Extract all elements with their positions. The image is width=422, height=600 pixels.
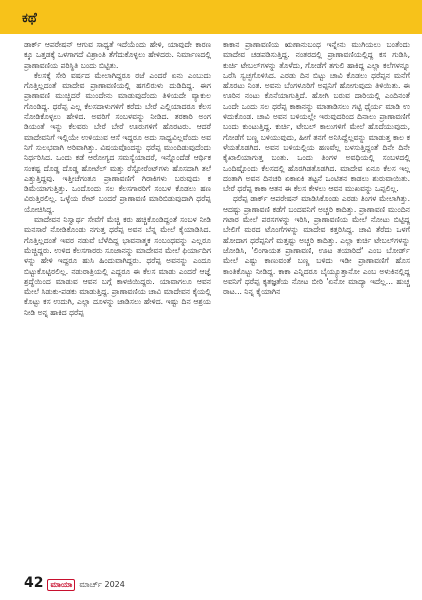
right-column [223,40,410,570]
article-body [24,40,410,570]
paragraph: ಡಾರ್ಕ್ ಆಪರೇಷನ್ ಆಗುವ ಸಾಧ್ಯತೆ ಇದೆಯೆಂದು ಹೇಳಿ, ಯಾವುದೇ ಕಾರಣಕ್ಕೂ ಒತ್ತಡಕ್ಕೆ ಒಳಗಾಗದೆ ವಿಶ್ರಾಂತಿ ತೆಗೆದುಕೊಳ್ಳಲು ಹೇಳಿದರು. ನಿರ್ಮಾಣದಲ್ಲಿ ಪ್ರಾಣಾವಣಿಯ ಪರಿಸ್ಥಿತಿ ಬಂದು ಬಿಟ್ಟಿತು. [24,40,211,70]
paragraph: ಧರೆಪ್ಪ ಡಾರ್ಕ್ ಆಪರೇಷನ್ ಮಾಡಿಸಿಕೊಂಡು ಎರಡು ತಿಂಗಳ ಮೇಲಾಗಿತ್ತು. ಆದಷ್ಟು ಪ್ರಾಣಾವಣಿ ಕಡೆಗೆ ಬಂದವನಿಗೆ ಅಚ್ಚರಿ ಕಾದಿತ್ತು. ಪ್ರಾಣಾವಣಿ ಮುಂದಿನ ಗಟಾರ ಮೇಲೆ ಪರಸಗಳನ್ನು ಇರಿಸಿ, ಪ್ರಾಣಾವಣಿಯ ಮೇಲೆ ನೋಟು ಬಿಟ್ಟಿದ್ದ ಬೇಲಿಗೆ ಮರದ ಟೊಂಗೆಗಳನ್ನು ಮಾದೇವ ಕತ್ತರಿಸಿದ್ದ. ಚಾವಿ ತೆರೆದು ಒಳಗೆ ಹೋದಾಗ ಧರೆಪ್ಪನಿಗೆ ಮತ್ತಷ್ಟು ಅಚ್ಚರಿ ಕಾದಿತ್ತು. ಎಲ್ಲಾ ಕುರ್ಚಿ ಟೇಬಲ್‌ಗಳನ್ನು ಜೋಡಿಸಿ, 'ಲಿಂಗಾಯತ ಪ್ರಾಣಾವಣಿ, ಊಟ ತಯಾರಿದೆ' ಎಂಬ ಬೋರ್ಡ್ ಮೇಲೆ ಎಷ್ಟು ಕಾಣುವಂತೆ ಬಣ್ಣ ಬಳಿದು ಇಡೀ ಪ್ರಾಣಾವಣಿಗೆ ಹೊಸ ಕಾಂತಿಕೊಟ್ಟು ನೀಡಿದ್ದ. ಕಾಕಾ ಎನ್ನಿದರೂ ಬೈಯ್ಯೂತ್ತಾನೋ ಎಂಬ ಅಳುಕಿನಲ್ಲಿದ್ದ ಅವನಿಗೆ ಧರೆಪ್ಪ ಕೃತಜ್ಞತೆಯ ನೋಟ ಬೀರಿ 'ಏನೋ ಮಾದ್ಯಾ ಇದೆಲ್ಲ... ಹುಚ್ಚರಾಟ... ನಿನ್ನ ಕೈಯಾಗಿನ [223,194,410,297]
paragraph: ಕೆಲಸಕ್ಕೆ ಸೇರಿ ವರ್ಷದ ಮೇಲಾಗಿದ್ದರೂ ರಜೆ ಎಂದರೆ ಏನು ಎಂಬುದು ಗೊತ್ತಿಲ್ಲದಂತೆ ಮಾದೇವ ಪ್ರಾಣಾವಣಿಯಲ್ಲಿ ಹಗಲಿರುಳು ದುಡಿದಿದ್ದ. ಈಗ ಪ್ರಾಣಾವಣಿ ಮುಚ್ಚಿದರೆ ಮುಂದೇನು ಮಾಡುವುದೆಂದು ತಿಳಿಯದೇ ವ್ಯಾಕುಲಗೊಂಡಿದ್ದ. ಧರೆಪ್ಪ ಎಲ್ಲ ಕೆಲಸದಾಳುಗಳಿಗೆ ಕರೆದು ಬೇರೆ ಎಲ್ಲಿಯಾದರೂ ಕೆಲಸ ನೋಡಿಕೊಳ್ಳಲು ಹೇಳಿದ. ಅವರಿಗೆ ಸಂಬಳವನ್ನು ನೀಡಿದ. ತರಕಾರಿ ಅಂಗಡಿಯಂತೆ ಇನ್ನು ಕೆಲವರು ಬೇರೆ ಬೇರೆ ಊರುಗಳಿಗೆ ಹೊರಟರು. ಆದರೆ ಮಾದೇವನಿಗೆ ಇಲ್ಲಿಯೇ ಉಳಿಯುವ ಆಸೆ ಇದ್ದರೂ ಅದು ಸಾಧ್ಯವಿಲ್ಲವೆಂದು ಅವನಿಗೆ ಸುಲಭವಾಗಿ ಅರಿವಾಗಿತ್ತು. ವಿಷಯವೊಂದನ್ನು ಧರೆಪ್ಪ ಮುಂದಿಡುವುದೆಂದು ನಿರ್ಧರಿಸಿದ. ಒಂದು ಕಡೆ ಆರೋಗ್ಯದ ಸಮಸ್ಯೆಯಾದರೆ, ಇನ್ನೊಂದೆಡೆ ಆರ್ಥಿಕ ಸಂಕಷ್ಟ ದೊಡ್ಡ ದೊಡ್ಡ ಹೋಟೆಲ್ ಮತ್ತು ರೆಸ್ಟೋರೆಂಟ್‌ಗಳು ಹೊಸದಾಗಿ ತಲೆ ಎತ್ತುತ್ತಿದ್ದವು. ಇತ್ತೀಚೆಗಂತೂ ಪ್ರಾಣಾವಣಿಗೆ ಗಿರಾಕಿಗಳು ಬರುವುದು ಕಡಿಮೆಯಾಗುತ್ತಿತ್ತು. ಒಂದೊಂದು ಸಲ ಕೆಲಸಗಾರರಿಗೆ ಸಂಬಳ ಕೊಡಲು ಹಣವಿರುತ್ತಿರಲಿಲ್ಲ. ಒಳ್ಳೆಯ ರೇಟ್ ಬಂದರೆ ಪ್ರಾಣಾವಣಿ ಮಾರಿಬಿಡುವುದಾಗಿ ಧರೆಪ್ಪ ಯೋಚಿಸಿದ್ದ. [24,70,211,214]
section-header-bar [0,0,422,34]
magazine-logo: ಮಾಯಾ [47,579,75,591]
page-footer [24,575,125,593]
issue-date: ಮಾರ್ಚ್ 2024 [79,580,125,589]
paragraph: ಮಾದೇವನ ನಿಸ್ವಾರ್ಥ ಸೇವೆಗೆ ಮೆಚ್ಚಿ ಕರು ಹಚ್ಚಿಕೊಂಡಿದ್ದಂತೆ ಸಂಬಳ ನೀಡಿ ಮನಸಾರೆ ನೋಡಿಕೊಂಡು ನಗುತ್ತ ಧರೆಪ್ಪ ಅವನ ಬೆನ್ನ ಮೇಲೆ ಕೈಯಾಡಿಸಿದ. ಗೊತ್ತಿಲ್ಲದಂತೆ ಇವರ ನಡುವೆ ಬೆಳೆದಿದ್ದ ಭಾವನಾತ್ಮಕ ಸಂಬಂಧವನ್ನು ಎಲ್ಲರೂ ಮೆಚ್ಚಿದ್ದರು. ಉಳಿದ ಕೆಲಸಗಾರರು ಸೂಜಾನನ್ನು ಮಾದೇವನ ಮೇಲೆ ಫಿರ್ಯಾದಿಗಳನ್ನು ಹೇಳಿ ಇದ್ದರೂ ಹುಸಿ ಹಿಂದುವಾಗಿದ್ದರು. ಧರೆಪ್ಪ ಅವನನ್ನು ಎಂದೂ ಬಿಟ್ಟುಕೊಟ್ಟಿರಲಿಲ್ಲ. ನಡುರಾತ್ರಿಯಲ್ಲಿ ಎದ್ದರೂ ಈ ಕೆಲಸ ಮಾಡು ಎಂದರೆ ಆಜ್ಞೆ ಶ್ರದ್ಧೆಯಿಂದ ಮಾಡುವ ಆವನ ಬಗ್ಗೆ ಕಾಳಜಿಯಿದ್ದರು. ಯಾವಾಗಲೂ ಆವನ ಮೇಲೆ ಸಿಡುಕು-ಪಡಕು ಮಾಡುತ್ತಿದ್ದ. ಪ್ರಾಣಾವಣಿಯ ಚಾವಿ ಮಾದೇವನ ಕೈಯಲ್ಲಿ ಕೊಟ್ಟು ಕಸ ಉದುಗಿ, ಎಲ್ಲಾ ದೂಳನ್ನು ಜಾಡಿಸಲು ಹೇಳಿದ. ಇಷ್ಟು ದಿನ ಆಶ್ರಯ ನೀಡಿ ಅನ್ನ ಹಾಕಿದ ಧರೆಪ್ಪ [24,215,211,317]
paragraph: ಕಾಕಾನ ಪ್ರಾಣಾವಣಿಯ ಋಣಾನುಬಂಧ ಇನ್ನೇನು ಮುಗಿಯಲು ಬಂತೆಂದು ಮಾದೇವ ಚಡಪಡಿಸುತ್ತಿದ್ದ. ನಂತರದಲ್ಲಿ ಪ್ರಾಣಾವಣಿಯಲ್ಲಿದ್ದ ಕಸ ಗುಡಿಸಿ, ಕುರ್ಚಿ ಟೇಬಲ್‌ಗಳನ್ನು ತೊಳೆದು, ಗೋಡೆಗೆ ತಗುಲಿ ಹಾಕಿದ್ದ ಎಲ್ಲಾ ಕಲೆಗಳನ್ನೂ ಒರೆಸಿ ಸ್ವಚ್ಛಗೊಳಿಸಿದ. ಎರಡು ದಿನ ಬಿಟ್ಟು ಚಾವಿ ಕೊಡಲು ಧರೆಪ್ಪನ ಮನೆಗೆ ಹೊರಟು ನಿಂತ. ಅವನು ಬೆಂಗಳೂರಿಗೆ ಅಪ್ಪನಿಗೆ ಹೋಗುವುದು ತಿಳಿಯಿತು. ಈ ಊರಿನ ನಂಟು ಕೊನೆಯಾಗುತ್ತಿದೆ. ಹೋಗಿ ಬರುವ ದಾರಿಯಲ್ಲಿ ಎಂದಿನಂತೆ ಒಂದೇ ಒಂದು ಸಲ ಧರೆಪ್ಪ ಕಾಕಾನನ್ನು ಮಾತಾಡಿಸಲು ಗಟ್ಟಿ ಧೈರ್ಯ ಮಾಡಿ ಉಳಿದುಕೊಂಡ. ಚಾವಿ ಅವನ ಬಳಿಯಲ್ಲೇ ಇರುವುದರಿಂದ ದಿನಾಲು ಪ್ರಾಣಾವಣಿಗೆ ಬಂದು ಕುಂಟುತ್ತಿದ್ದ. ಕುರ್ಚಿ, ಟೇಬಲ್ ಕಾಲುಗಳಿಗೆ ಮೇಲೆ ಹೊದೆಯುವುದು, ಗೋಡೆಗೆ ಬಣ್ಣ ಬಳಿಯುವುದು, ಹೀಗೆ ತನಗೆ ಅನಿಸಿದ್ದೆಲ್ಲವನ್ನು ಮಾಡುತ್ತ ಕಾಲ ಕಳೆಯತೊಡಗಿದ. ಅವನ ಬಳಿಯಲ್ಲಿಯ ಹಣವೆಲ್ಲ ಬಳಸುತ್ತಿದ್ದಂತೆ ದಿನೇ ದಿನೇ ಕೈಖಾಲಿಯಾಗುತ್ತ ಬಂತು. ಒಂದು ತಿಂಗಳ ಅವಧಿಯಲ್ಲಿ ಸಂಬಳದಲ್ಲಿ ಒಂದಿಷ್ಟೊಂದು ಕೆಲಸದಲ್ಲಿ ಹೊರಗಿಡತೊಡಗಿದ. ಮಾದೇವ ಏನೂ ಕೆಲಸ ಇಲ್ಲದಂತಾಗಿ ಅವನ ದಿನಚರಿ ಏಕಾಏಕಿ ತಟ್ಟನೆ ಒಂಟಿತನ ಕಾಡಲು ಶುರುವಾಯಿತು. ಬೇರೆ ಧರೆಪ್ಪ ಕಾಕಾ ಆತನ ಈ ಕೆಲಸ ಕೇಳಲು ಆವನ ಮುಖವನ್ನು ಒಪ್ಪಲಿಲ್ಲ. [223,40,410,194]
section-title: ಕಥೆ [22,11,37,26]
left-column [24,40,211,570]
page-number: 42 [24,575,44,591]
